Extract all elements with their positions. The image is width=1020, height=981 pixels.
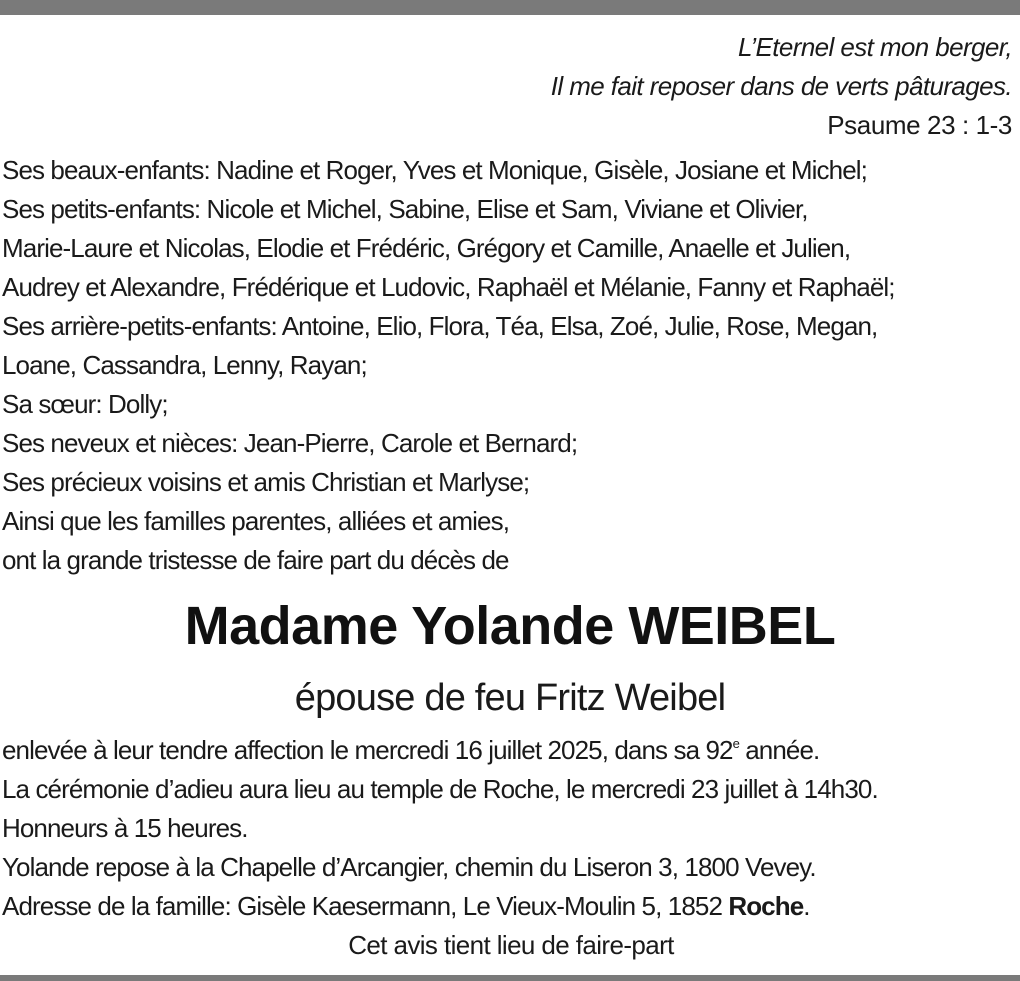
bottom-border-rule xyxy=(0,975,1020,981)
address-line xyxy=(2,887,1020,926)
verse-line-1: L’Eternel est mon berger, xyxy=(737,32,1012,62)
honours-line: Honneurs à 15 heures. xyxy=(2,813,248,843)
deceased-name: Madame Yolande WEIBEL xyxy=(184,596,836,656)
family-line: Ses beaux-enfants: Nadine et Roger, Yves et Monique, Gisèle, Josiane et Michel; xyxy=(2,155,867,185)
spouse-line: épouse de feu Fritz Weibel xyxy=(294,677,726,719)
family-line: ont la grande tristesse de faire part du décès de xyxy=(2,545,509,575)
address-end: . xyxy=(803,891,810,921)
family-line: Ses petits-enfants: Nicole et Michel, Sabine, Elise et Sam, Viviane et Olivier, xyxy=(2,194,808,224)
address-town: Roche xyxy=(728,891,804,921)
ceremony-line: La cérémonie d’adieu aura lieu au temple de Roche, le mercredi 23 juillet à 14h30. xyxy=(2,774,878,804)
family-line: Ses neveux et nièces: Jean-Pierre, Carole et Bernard; xyxy=(2,428,578,458)
passing-end: année. xyxy=(738,735,820,765)
family-line: Marie-Laure et Nicolas, Elodie et Frédéric, Grégory et Camille, Anaelle et Julien, xyxy=(2,233,851,263)
closing-line: Cet avis tient lieu de faire-part xyxy=(348,930,674,960)
bible-verse xyxy=(551,28,1012,145)
family-line: Loane, Cassandra, Lenny, Rayan; xyxy=(2,350,367,380)
family-list xyxy=(2,151,1020,580)
verse-reference: Psaume 23 : 1-3 xyxy=(827,110,1012,140)
family-line: Ainsi que les familles parentes, alliées et amies, xyxy=(2,506,510,536)
address-text: Adresse de la famille: Gisèle Kaesermann, Le Vieux-Moulin 5, 1852 xyxy=(2,891,729,921)
family-line: Sa sœur: Dolly; xyxy=(2,389,168,419)
top-border-rule xyxy=(0,0,1020,15)
rest-line: Yolande repose à la Chapelle d’Arcangier, chemin du Liseron 3, 1800 Vevey. xyxy=(2,852,816,882)
verse-line-2: Il me fait reposer dans de verts pâturages. xyxy=(550,71,1012,101)
notice-details xyxy=(2,731,1020,965)
family-line: Ses précieux voisins et amis Christian et Marlyse; xyxy=(2,467,530,497)
passing-text: enlevée à leur tendre affection le mercredi 16 juillet 2025, dans sa 92 xyxy=(2,735,733,765)
family-line: Audrey et Alexandre, Frédérique et Ludovic, Raphaël et Mélanie, Fanny et Raphaël; xyxy=(2,272,895,302)
ordinal-suffix: e xyxy=(732,736,739,751)
family-line: Ses arrière-petits-enfants: Antoine, Elio, Flora, Téa, Elsa, Zoé, Julie, Rose, Megan, xyxy=(2,311,878,341)
passing-line xyxy=(2,731,1020,770)
